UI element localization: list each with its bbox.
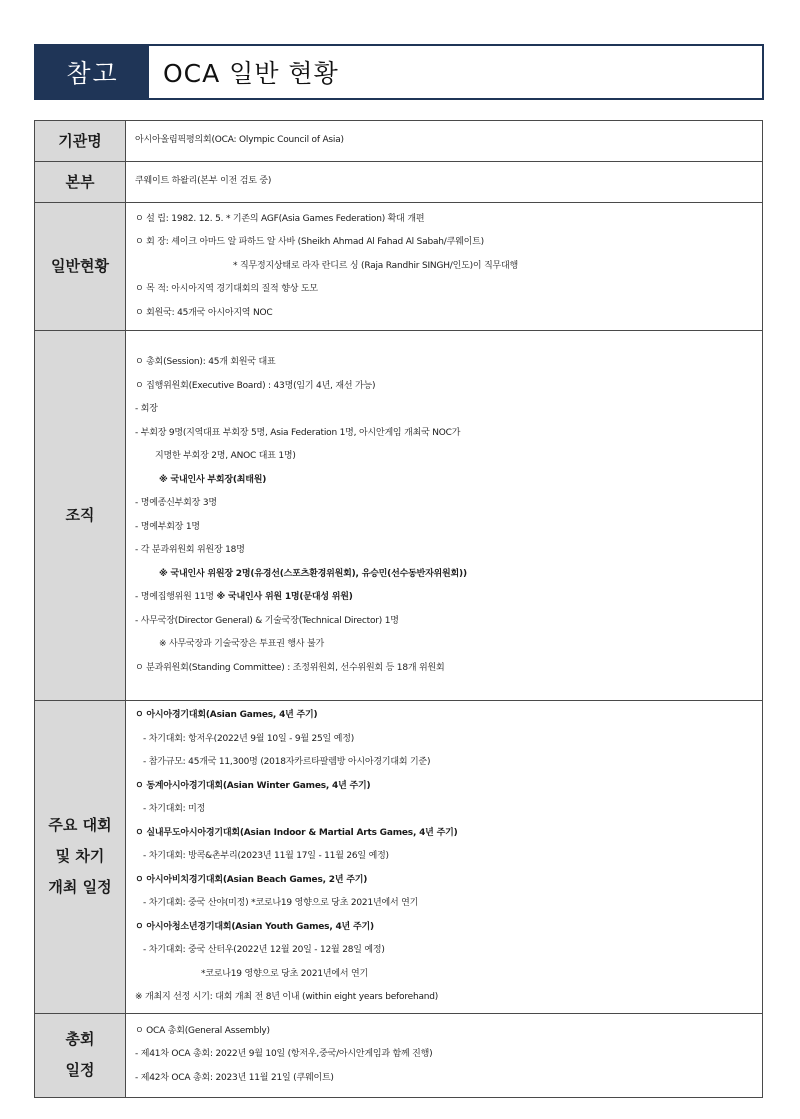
list-item: ㅇ 동계아시아경기대회(Asian Winter Games, 4년 주기) xyxy=(135,780,371,791)
label-line: 개최 일정 xyxy=(48,878,112,897)
list-item: - 사무국장(Director General) & 기술국장(Technical Director) 1명 xyxy=(135,615,399,626)
list-item: ㅇ 회 장: 셰이크 아마드 알 파하드 알 사바 (Sheikh Ahmad Al Fahad Al Sabah/쿠웨이트) xyxy=(135,237,484,248)
label-line: 총회 xyxy=(65,1030,95,1048)
list-item: - 명예종신부회장 3명 xyxy=(135,498,217,508)
label-line: 주요 대회 xyxy=(48,816,112,835)
list-item: ※ 국내인사 위원장 2명(유경선(스포츠환경위원회), 유승민(선수동반자위원회)) xyxy=(159,568,467,579)
list-item: ㅇ 분과위원회(Standing Committee) : 조정위원회, 선수위원회 등 18개 위원회 xyxy=(135,662,445,673)
list-item: *코로나19 영향으로 당초 2021년에서 연기 xyxy=(201,968,369,979)
list-item: ※ 국내인사 부회장(최태원) xyxy=(159,474,267,485)
list-item: ㅇ 아시아비치경기대회(Asian Beach Games, 2년 주기) xyxy=(135,874,368,885)
list-item: - 명예부회장 1명 xyxy=(135,521,200,532)
label-line: 일정 xyxy=(65,1061,95,1079)
value-org-name xyxy=(126,121,763,162)
label-hq: 본부 xyxy=(35,162,126,203)
list-item: - 부회장 9명(지역대표 부회장 5명, Asia Federation 1명, 아시안게임 개최국 NOC가 xyxy=(135,427,461,438)
list-item: - 차기대회: 방콕&촌부리(2023년 11월 17일 - 11월 26일 예정) xyxy=(143,851,389,861)
table-row-organization xyxy=(35,331,763,701)
label-line: 및 차기 xyxy=(55,847,105,866)
list-item: - 참가규모: 45개국 11,300명 (2018자카르타팔렘방 아시아경기대회 기준) xyxy=(143,757,431,767)
list-item: ㅇ 아시아청소년경기대회(Asian Youth Games, 4년 주기) xyxy=(135,921,374,932)
value-hq xyxy=(126,162,763,203)
list-item: ㅇ 집행위원회(Executive Board) : 43명(임기 4년, 재선 가능) xyxy=(135,380,376,391)
oca-info-table xyxy=(34,120,763,1098)
label-organization: 조직 xyxy=(35,331,126,701)
list-item: * 직무정지상태로 라자 란디르 싱 (Raja Randhir SINGH/인도)이 직무대행 xyxy=(233,260,519,271)
table-row-hq xyxy=(35,162,763,203)
section-header xyxy=(34,44,764,100)
header-title: OCA 일반 현황 xyxy=(163,59,339,88)
list-item: ㅇ 회원국: 45개국 아시아지역 NOC xyxy=(135,307,273,318)
list-item xyxy=(135,586,754,610)
value-organization xyxy=(126,331,763,701)
hq-text: 쿠웨이트 하왈리(본부 이전 검토 중) xyxy=(135,176,272,187)
list-item: ㅇ 설 립: 1982. 12. 5. * 기존의 AGF(Asia Games Federation) 확대 개편 xyxy=(135,213,425,224)
list-item: - 차기대회: 중국 산야(미정) *코로나19 영향으로 당초 2021년에서 연기 xyxy=(143,898,419,908)
list-item: - 각 분과위원회 위원장 18명 xyxy=(135,545,245,555)
list-item: ㅇ 아시아경기대회(Asian Games, 4년 주기) xyxy=(135,710,318,720)
table-row-events xyxy=(35,701,763,1014)
list-item: ㅇ 실내무도아시아경기대회(Asian Indoor & Martial Arts Games, 4년 주기) xyxy=(135,827,458,838)
label-org-name: 기관명 xyxy=(35,121,126,162)
list-item: - 차기대회: 중국 산터우(2022년 12월 20일 - 12월 28일 예정) xyxy=(143,945,385,955)
list-item: ㅇ 총회(Session): 45개 회원국 대표 xyxy=(135,357,276,367)
value-events xyxy=(126,701,763,1014)
value-general xyxy=(126,203,763,331)
header-tag: 참고 xyxy=(36,46,149,98)
table-row-org-name xyxy=(35,121,763,162)
label-general: 일반현황 xyxy=(35,203,126,331)
list-item: - 회장 xyxy=(135,404,158,414)
list-item: ※ 사무국장과 기술국장은 투표권 행사 불가 xyxy=(159,639,325,649)
table-row-general xyxy=(35,203,763,331)
org-name-text: 아시아올림픽평의회(OCA: Olympic Council of Asia) xyxy=(135,135,344,146)
label-assembly xyxy=(35,1013,126,1097)
list-item: ※ 개최지 선정 시기: 대회 개최 전 8년 이내 (within eight years beforehand) xyxy=(135,992,439,1002)
list-item-text: - 명예집행위원 11명 xyxy=(135,592,217,602)
list-item: ㅇ OCA 총회(General Assembly) xyxy=(135,1025,270,1036)
list-item: - 차기대회: 항저우(2022년 9월 10일 - 9월 25일 예정) xyxy=(143,733,355,744)
table-row-assembly xyxy=(35,1013,763,1097)
list-item: - 제41차 OCA 총회: 2022년 9월 10일 (항저우,중국/아시안게임과 함께 진행) xyxy=(135,1049,433,1060)
label-events xyxy=(35,701,126,1014)
list-item: - 제42차 OCA 총회: 2023년 11월 21일 (쿠웨이트) xyxy=(135,1072,334,1083)
list-item: ㅇ 목 적: 아시아지역 경기대회의 질적 향상 도모 xyxy=(135,284,318,295)
list-item-note: ※ 국내인사 위원 1명(문대성 위원) xyxy=(216,592,353,602)
list-item: 지명한 부회장 2명, ANOC 대표 1명) xyxy=(155,451,296,461)
value-assembly xyxy=(126,1013,763,1097)
list-item: - 차기대회: 미정 xyxy=(143,804,206,814)
